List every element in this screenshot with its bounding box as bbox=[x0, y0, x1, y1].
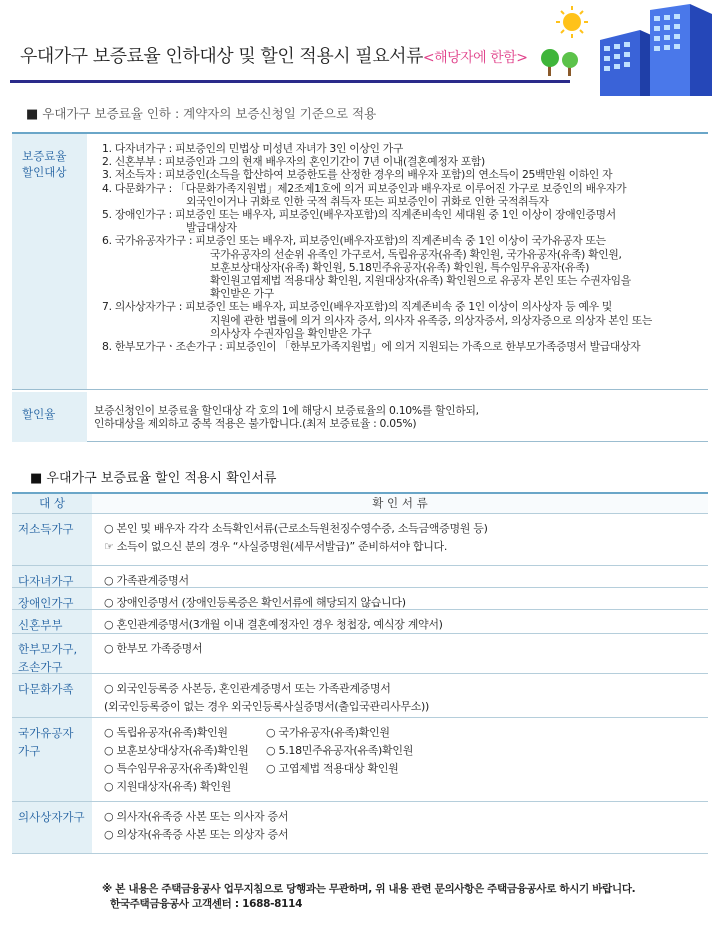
target-item bbox=[102, 300, 702, 340]
document-item: ○ 국가유공자(유족)확인원 bbox=[266, 726, 390, 739]
target-item bbox=[102, 340, 702, 353]
row-target: 장애인가구 bbox=[12, 588, 92, 609]
title-text: 우대가구 보증료율 인하대상 및 할인 적용시 필요서류 bbox=[20, 46, 423, 67]
table-row bbox=[12, 718, 708, 802]
table-row bbox=[12, 802, 708, 854]
page-title bbox=[20, 42, 527, 68]
row-documents bbox=[104, 616, 704, 634]
target-item-line: 4. 다문화가구 : 「다문화가족지원법」제2조제1호에 의거 피보증인과 배우자로 이루어진 가구로 보증인의 배우자가 bbox=[102, 181, 627, 195]
row-documents bbox=[104, 724, 704, 796]
target-item bbox=[102, 155, 702, 168]
document-item: ☞ 소득이 없으신 분의 경우 “사실증명원(세무서발급)” 준비하셔야 합니다. bbox=[104, 540, 448, 553]
target-item-line: 2. 신혼부부 : 피보증인과 그의 현재 배우자의 혼인기간이 7년 이내(결혼예정자 포함) bbox=[102, 155, 485, 169]
table-row bbox=[12, 634, 708, 674]
sun-icon bbox=[556, 6, 588, 38]
target-item-continuation: 보훈보상대상자(유족) 확인원, 5.18민주유공자(유족) 확인원, 특수임무유공자(유족) bbox=[210, 260, 590, 274]
target-item bbox=[102, 182, 702, 208]
col-docs-header: 확 인 서 류 bbox=[92, 494, 708, 513]
target-item-continuation: 의사상자 수권자임을 확인받은 가구 bbox=[210, 326, 372, 340]
section1-title bbox=[26, 104, 376, 122]
target-item-line: 1. 다자녀가구 : 피보증인의 민법상 미성년 자녀가 3인 이상인 가구 bbox=[102, 142, 404, 155]
target-item-line: 7. 의사상자가구 : 피보증인 또는 배우자, 피보증인(배우자포함)의 직계존비속 중 1인 이상이 의사상자 등 예우 및 bbox=[102, 300, 612, 314]
target-item-continuation: 확인받은 가구 bbox=[210, 287, 274, 301]
target-item-line: 3. 저소득자 : 피보증인(소득을 합산하여 보증한도를 산정한 경우의 배우자 포함)의 연소득이 25백만원 이하인 자 bbox=[102, 168, 613, 182]
row-documents bbox=[104, 520, 704, 556]
row-divider bbox=[12, 389, 708, 392]
footer-line-2: 한국주택금융공사 고객센터 : 1688-8114 bbox=[110, 898, 303, 910]
row-documents bbox=[104, 640, 704, 658]
document-item: ○ 장애인증명서 (장애인등록증은 확인서류에 해당되지 않습니다) bbox=[104, 596, 406, 609]
title-underline bbox=[10, 80, 570, 83]
target-item bbox=[102, 234, 702, 300]
rate-line: 보증신청인이 보증료율 할인대상 각 호의 1에 해당시 보증료율의 0.10%를 할인하되, bbox=[94, 404, 479, 417]
target-label: 보증료율 할인대상 bbox=[12, 134, 87, 389]
document-item: ○ 지원대상자(유족) 확인원 bbox=[104, 780, 231, 793]
row-documents bbox=[104, 808, 704, 844]
target-item-continuation: 국가유공자의 선순위 유족인 가구로서, 독립유공자(유족) 확인원, 국가유공자(유족) 확인원, bbox=[210, 247, 622, 261]
row-documents bbox=[104, 680, 704, 716]
buildings-illustration bbox=[540, 0, 716, 96]
discount-target-box bbox=[12, 132, 708, 442]
target-item bbox=[102, 208, 702, 234]
rate-line: 인하대상을 제외하고 중복 적용은 불가합니다.(최저 보증료율 : 0.05%) bbox=[94, 417, 417, 431]
document-item: (외국인등록증이 없는 경우 외국인등록사실증명서(출입국관리사무소)) bbox=[104, 700, 430, 713]
target-item bbox=[102, 142, 702, 155]
table-row bbox=[12, 514, 708, 566]
row-target: 한부모가구, 조손가구 bbox=[12, 634, 92, 673]
target-item-line: 6. 국가유공자가구 : 피보증인 또는 배우자, 피보증인(배우자포함)의 직계존비속 중 1인 이상이 국가유공자 또는 bbox=[102, 234, 606, 248]
row-target: 신혼부부 bbox=[12, 610, 92, 633]
section1-title-text: 우대가구 보증료율 인하 : 계약자의 보증신청일 기준으로 적용 bbox=[42, 106, 377, 121]
document-item: ○ 5.18민주유공자(유족)확인원 bbox=[266, 744, 414, 757]
row-target: 다문화가족 bbox=[12, 674, 92, 717]
document-item: ○ 혼인관계증명서(3개월 이내 결혼예정자인 경우 청첩장, 예식장 계약서) bbox=[104, 618, 443, 631]
rate-label: 할인율 bbox=[12, 392, 87, 442]
document-item: ○ 외국인등록증 사본등, 혼인관계증명서 또는 가족관계증명서 bbox=[104, 682, 391, 695]
building-icon bbox=[600, 4, 712, 96]
document-item: ○ 한부모 가족증명서 bbox=[104, 642, 203, 655]
document-item: ○ 특수임무유공자(유족)확인원 bbox=[104, 762, 249, 775]
target-list bbox=[102, 142, 702, 353]
target-item-continuation: 발급대상자 bbox=[186, 221, 237, 235]
document-item: ○ 의사자(유족증 사본 또는 의사자 증서 bbox=[104, 810, 289, 823]
row-target: 의사상자가구 bbox=[12, 802, 92, 853]
tree-icon bbox=[541, 49, 578, 76]
row-target: 저소득가구 bbox=[12, 514, 92, 565]
target-item-line: 5. 장애인가구 : 피보증인 또는 배우자, 피보증인(배우자포함)의 직계존비속인 세대원 중 1인 이상이 장애인증명서 bbox=[102, 208, 616, 222]
table-header-row bbox=[12, 494, 708, 514]
col-target-header: 대 상 bbox=[12, 494, 92, 513]
document-item: ○ 의상자(유족증 사본 또는 의상자 증서 bbox=[104, 828, 289, 841]
target-item-continuation: 지원에 관한 법률에 의거 의사자 증서, 의사자 유족증, 의상자증서, 의상자증으로 의상자 본인 또는 bbox=[210, 313, 653, 327]
document-item: ○ 독립유공자(유족)확인원 bbox=[104, 726, 228, 739]
table-row bbox=[12, 610, 708, 634]
document-item: ○ 가족관계증명서 bbox=[104, 574, 189, 587]
target-item bbox=[102, 168, 702, 181]
document-item: ○ 본인 및 배우자 각각 소득확인서류(근로소득원천징수영수증, 소득금액증명원 등) bbox=[104, 522, 488, 535]
section2-title: ■ 우대가구 보증료율 할인 적용시 확인서류 bbox=[30, 471, 277, 486]
rate-text bbox=[94, 404, 694, 430]
row-target: 국가유공자 가구 bbox=[12, 718, 92, 801]
footer-line-1: ※ 본 내용은 주택금융공사 업무지침으로 당행과는 무관하며, 위 내용 관련 문의사항은 주택금융공사로 하시기 바랍니다. bbox=[102, 883, 636, 895]
document-item: ○ 보훈보상대상자(유족)확인원 bbox=[104, 744, 249, 757]
page-header bbox=[0, 0, 716, 98]
bullet-square: ■ bbox=[26, 107, 39, 122]
row-target: 다자녀가구 bbox=[12, 566, 92, 587]
documents-table bbox=[12, 492, 708, 854]
document-item bbox=[266, 778, 486, 796]
table-row bbox=[12, 566, 708, 588]
table-row bbox=[12, 674, 708, 718]
table-row bbox=[12, 588, 708, 610]
target-item-continuation: 외국인이거나 귀화로 인한 국적 취득자 또는 피보증인이 귀화로 인한 국적취득자 bbox=[186, 194, 549, 208]
target-item-line: 8. 한부모가구ㆍ조손가구 : 피보증인이 「한부모가족지원법」에 의거 지원되는 가족으로 한부모가족증명서 발급대상자 bbox=[102, 340, 641, 354]
footer-note bbox=[102, 882, 635, 912]
title-note: <해당자에 한함> bbox=[422, 50, 528, 66]
document-item: ○ 고엽제법 적용대상 확인원 bbox=[266, 762, 399, 775]
target-item-continuation: 확인원고엽제법 적용대상 확인원, 지원대상자(유족) 확인원으로 유공자 본인 또는 수권자임을 bbox=[210, 274, 631, 288]
